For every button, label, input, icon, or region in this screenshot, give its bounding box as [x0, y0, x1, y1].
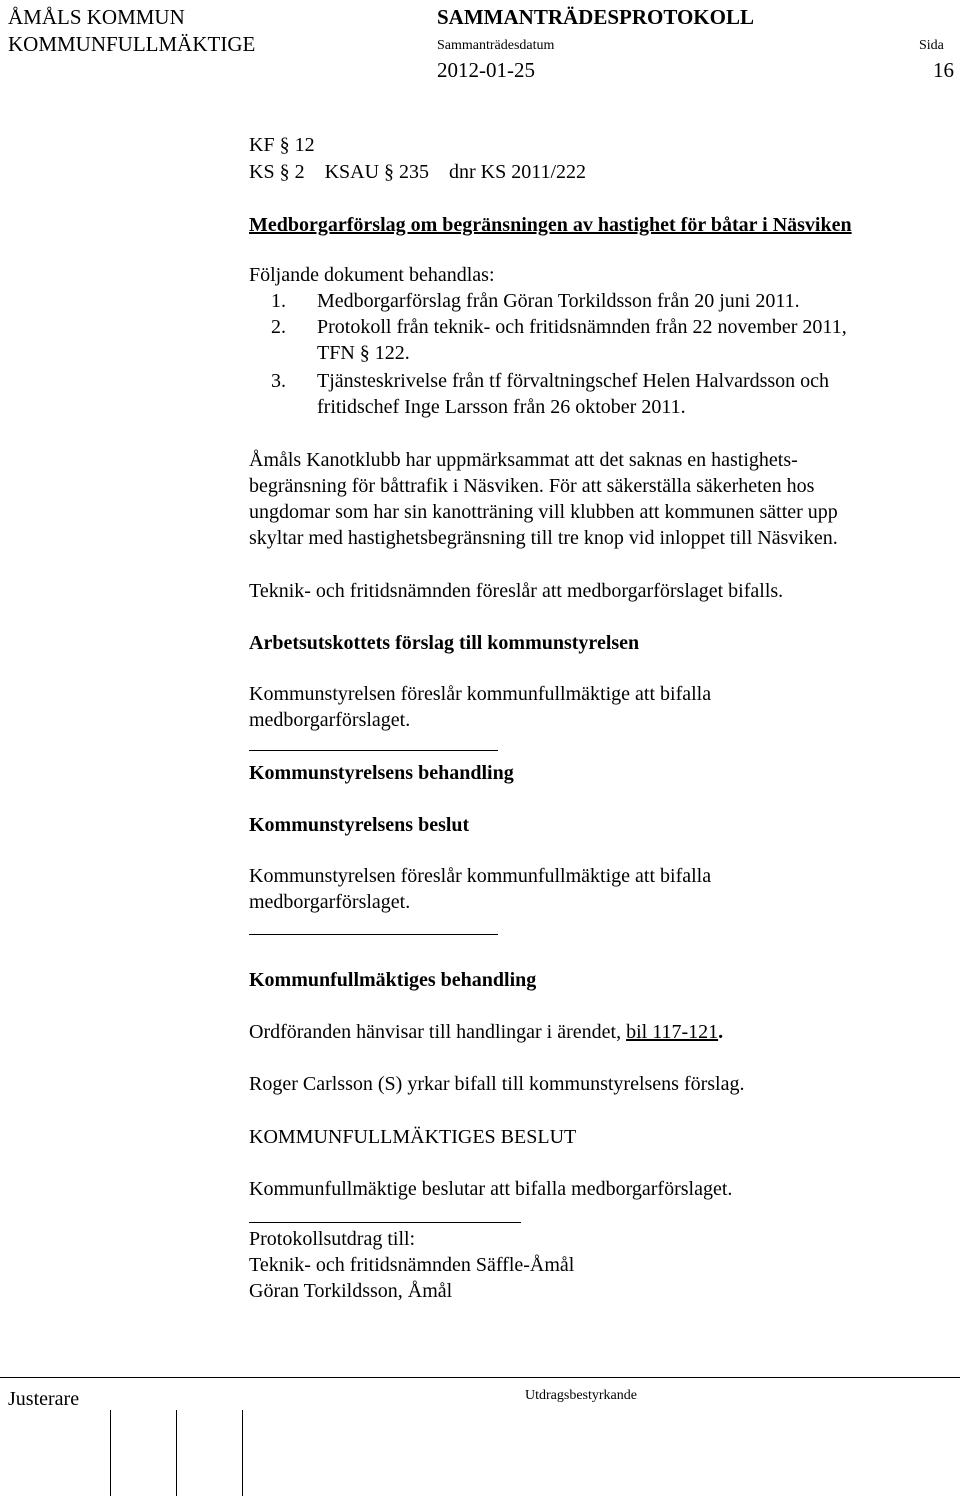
kf-handling-reference	[249, 1019, 723, 1045]
page-number: 16	[933, 58, 954, 82]
separator-line	[249, 934, 498, 935]
meeting-date: 2012-01-25	[437, 58, 535, 82]
footer-justerare-label: Justerare	[8, 1388, 80, 1410]
kf-decision-heading: KOMMUNFULLMÄKTIGES BESLUT	[249, 1126, 577, 1148]
footer-utdragsbestyrkande-label: Utdragsbestyrkande	[525, 1388, 637, 1403]
document-item-number: 1.	[271, 290, 286, 312]
au-proposal-text: Kommunstyrelsen föreslår kommunfullmäktige att bifalla	[249, 683, 712, 705]
page-label: Sida	[919, 38, 944, 53]
case-kf-reference: KF § 12	[249, 134, 315, 156]
document-item-2-continued: TFN § 122.	[317, 342, 410, 364]
case-title: Medborgarförslag om begränsningen av hastighet för båtar i Näsviken	[249, 214, 852, 236]
signature-box-divider	[110, 1410, 111, 1496]
case-ks-reference: KS § 2 KSAU § 235 dnr KS 2011/222	[249, 161, 587, 183]
ks-decision-heading: Kommunstyrelsens beslut	[249, 814, 470, 836]
au-proposal-text: medborgarförslaget.	[249, 709, 411, 731]
document-item-1	[271, 288, 800, 314]
signature-box-divider	[176, 1410, 177, 1496]
tfn-proposal: Teknik- och fritidsnämnden föreslår att medborgarförslaget bifalls.	[249, 580, 784, 602]
municipality-name: ÅMÅLS KOMMUN	[8, 5, 185, 29]
reference-text: Ordföranden hänvisar till handlingar i ärendet,	[249, 1021, 627, 1043]
au-proposal-heading: Arbetsutskottets förslag till kommunstyrelsen	[249, 632, 640, 654]
document-item-3-continued: fritidschef Inge Larsson från 26 oktober 2011.	[317, 396, 686, 418]
body-name: KOMMUNFULLMÄKTIGE	[8, 32, 256, 56]
document-item-3	[271, 368, 829, 394]
separator-line	[249, 1222, 521, 1223]
distribution-recipient: Göran Torkildsson, Åmål	[249, 1280, 453, 1302]
document-item-text: Medborgarförslag från Göran Torkildsson från 20 juni 2011.	[317, 290, 800, 312]
document-item-number: 2.	[271, 316, 286, 338]
document-item-text: Protokoll från teknik- och fritidsnämnden från 22 november 2011,	[317, 316, 847, 338]
footer-rule	[0, 1377, 960, 1378]
body-paragraph-line: ungdomar som har sin kanotträning vill klubben att kommunen sätter upp	[249, 501, 838, 523]
kf-decision-text: Kommunfullmäktige beslutar att bifalla medborgarförslaget.	[249, 1178, 733, 1200]
body-paragraph-line: Åmåls Kanotklubb har uppmärksammat att det saknas en hastighets-	[249, 449, 798, 471]
body-paragraph-line: begränsning för båttrafik i Näsviken. För att säkerställa säkerheten hos	[249, 475, 815, 497]
meeting-date-label: Sammanträdesdatum	[437, 38, 555, 53]
distribution-label: Protokollsutdrag till:	[249, 1228, 416, 1250]
distribution-recipient: Teknik- och fritidsnämnden Säffle-Åmål	[249, 1254, 575, 1276]
body-paragraph-line: skyltar med hastighetsbegränsning till tre knop vid inloppet till Näsviken.	[249, 527, 838, 549]
attachment-reference: bil 117-121	[626, 1021, 719, 1043]
signature-box-divider	[242, 1410, 243, 1496]
separator-line	[249, 750, 498, 751]
documents-intro: Följande dokument behandlas:	[249, 264, 495, 286]
kf-motion: Roger Carlsson (S) yrkar bifall till kommunstyrelsens förslag.	[249, 1073, 745, 1095]
kf-handling-heading: Kommunfullmäktiges behandling	[249, 969, 537, 991]
ks-decision-text: medborgarförslaget.	[249, 891, 411, 913]
document-item-number: 3.	[271, 370, 286, 392]
reference-end: .	[718, 1021, 724, 1043]
ks-handling-heading: Kommunstyrelsens behandling	[249, 762, 514, 784]
document-item-2	[271, 314, 847, 340]
document-item-text: Tjänsteskrivelse från tf förvaltningschef Helen Halvardsson och	[317, 370, 830, 392]
document-type: SAMMANTRÄDESPROTOKOLL	[437, 5, 754, 29]
ks-decision-text: Kommunstyrelsen föreslår kommunfullmäktige att bifalla	[249, 865, 712, 887]
